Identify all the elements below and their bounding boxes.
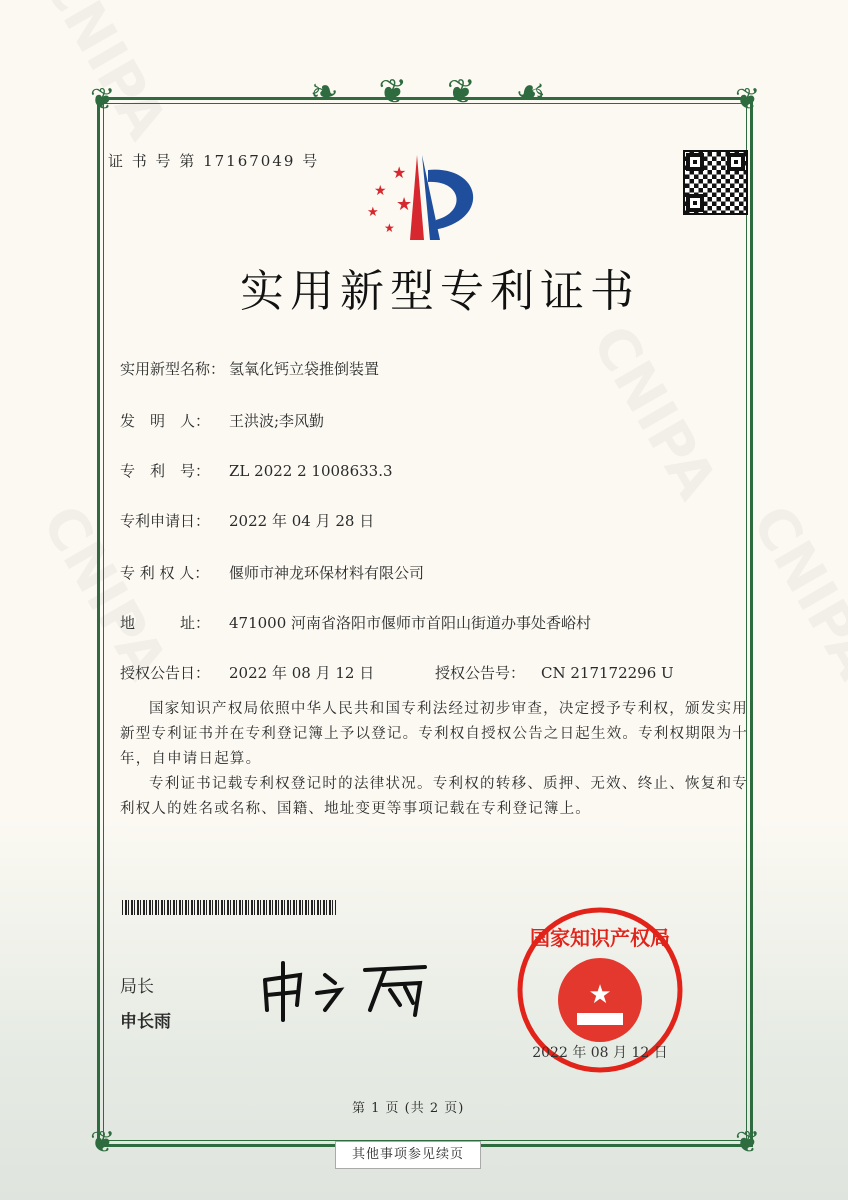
certificate-number: 证 书 号 第 17167049 号 [108, 152, 320, 170]
field-label: 专 利 号： [120, 462, 211, 480]
page-title: 实用新型专利证书 [240, 266, 640, 317]
field-value: 王洪波;李风勤 [229, 412, 325, 430]
field-label: 地 址： [120, 614, 211, 632]
field-label: 授权公告号： [435, 664, 526, 682]
barcode [122, 900, 336, 915]
signatory-title: 局长 [120, 977, 154, 997]
field-row [120, 410, 324, 431]
cnipa-logo-icon [362, 150, 492, 250]
seal-date: 2022 年 08 月 12 日 [532, 1045, 668, 1061]
page-indicator: 第 1 页 (共 2 页) [352, 1101, 465, 1116]
field-row [120, 562, 424, 583]
field-label: 实用新型名称： [120, 360, 226, 378]
paragraph: 国家知识产权局依照中华人民共和国专利法经过初步审查，决定授予专利权，颁发实用新型专利证书并在专利登记簿上予以登记。专利权自授权公告之日起生效。专利权期限为十年，自申请日起算。 [120, 701, 748, 767]
announcement-number-row [435, 662, 674, 683]
svg-text:★: ★ [374, 183, 387, 199]
field-row [120, 358, 379, 379]
svg-text:★: ★ [384, 221, 395, 235]
field-row [120, 612, 591, 633]
field-row [120, 510, 374, 531]
svg-text:★: ★ [396, 194, 413, 215]
field-value: CN 217172296 U [541, 664, 674, 682]
field-row [120, 460, 393, 481]
paragraph: 专利证书记载专利权登记时的法律状况。专利权的转移、质押、无效、终止、恢复和专利权人的姓名或名称、国籍、地址变更等事项记载在专利登记簿上。 [120, 776, 748, 817]
field-label: 发 明 人： [120, 412, 211, 430]
corner-ornament-icon: ❦ [90, 82, 116, 117]
svg-text:★: ★ [392, 163, 407, 182]
corner-ornament-icon: ❦ [90, 1125, 116, 1160]
field-value: 2022 年 04 月 28 日 [229, 512, 375, 530]
seal-text: 国家知识产权局 [530, 926, 670, 950]
field-value: 氢氧化钙立袋推倒装置 [229, 360, 380, 378]
qr-code [683, 150, 748, 215]
field-label: 授权公告日： [120, 664, 211, 682]
field-label: 专利申请日： [120, 512, 211, 530]
field-value: 2022 年 08 月 12 日 [229, 664, 375, 682]
field-value: 偃师市神龙环保材料有限公司 [229, 564, 425, 582]
field-label: 专 利 权 人： [120, 564, 210, 582]
signatory-name: 申长雨 [120, 1012, 171, 1032]
official-seal [515, 905, 685, 1075]
watermark [739, 495, 848, 690]
field-row [120, 662, 374, 683]
corner-ornament-icon: ❦ [735, 82, 761, 117]
signature [255, 955, 445, 1025]
star-icon: ★ [588, 980, 612, 1010]
field-value: ZL 2022 2 1008633.3 [229, 462, 393, 480]
corner-ornament-icon: ❦ [735, 1125, 761, 1160]
continuation-note: 其他事项参见续页 [335, 1141, 481, 1169]
field-value: 471000 河南省洛阳市偃师市首阳山街道办事处香峪村 [229, 614, 592, 632]
svg-text:★: ★ [367, 205, 379, 220]
top-ornament-icon: ❧❦❦☙ [310, 72, 586, 112]
